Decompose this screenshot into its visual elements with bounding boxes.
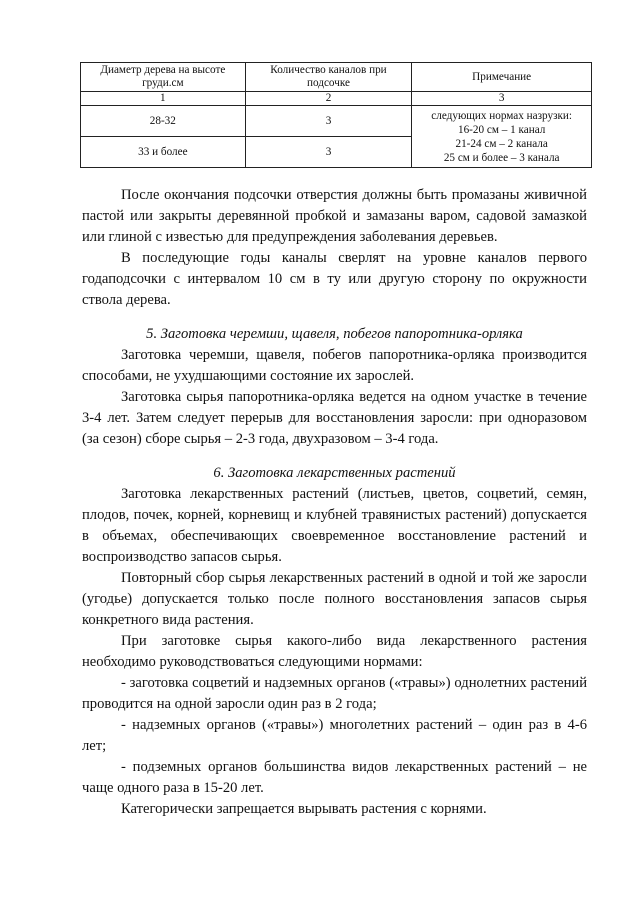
list-item: - подземных органов большинства видов лекарственных растений – не чаще одного раза в 15-20 лет. [82, 759, 587, 796]
norms-table [80, 62, 592, 168]
section-heading: 5. Заготовка черемши, щавеля, побегов папоротника-орляка [146, 326, 523, 342]
paragraph: Категорически запрещается вырывать растения с корнями. [121, 801, 487, 817]
list-item: - надземных органов («травы») многолетних растений – один раз в 4-6 лет; [82, 717, 587, 754]
table-number-row [81, 92, 592, 106]
document-body [82, 185, 587, 820]
channels-cell: 3 [245, 106, 412, 137]
header-diameter: Диаметр дерева на высоте груди.см [81, 63, 246, 92]
list-item: - заготовка соцветий и надземных органов («травы») однолетних растений проводится на одной заросли один раз в 2 года; [82, 675, 587, 712]
paragraph: Заготовка сырья папоротника-орляка ведется на одном участке в течение 3-4 лет. Затем следует перерыв для восстановления заросли: при одноразовом (за сезон) сборе сырья – 2-3 года, двухразовом – 3-4 года. [82, 389, 587, 447]
note-line: 25 см и более – 3 канала [443, 151, 560, 164]
note-line: следующих нормах назрузки: [431, 109, 573, 122]
channels-cell: 3 [245, 137, 412, 168]
paragraph: Заготовка черемши, щавеля, побегов папоротника-орляка производится способами, не ухудшающими состояние их зарослей. [82, 347, 587, 384]
paragraph: В последующие годы каналы сверлят на уровне каналов первого годаподсочки с интервалом 10 см в ту или другую сторону по окружности ствола дерева. [82, 250, 587, 308]
paragraph: При заготовке сырья какого-либо вида лекарственного растения необходимо руководствоваться следующими нормами: [82, 633, 587, 670]
header-note: Примечание [412, 63, 592, 92]
note-cell [412, 106, 592, 168]
diameter-cell: 28-32 [81, 106, 246, 137]
column-number: 2 [245, 92, 412, 106]
column-number: 1 [81, 92, 246, 106]
note-line: 16-20 см – 1 канал [457, 123, 546, 136]
table-header-row [81, 63, 592, 92]
diameter-cell: 33 и более [81, 137, 246, 168]
section-heading: 6. Заготовка лекарственных растений [213, 465, 456, 481]
column-number: 3 [412, 92, 592, 106]
paragraph: Повторный сбор сырья лекарственных растений в одной и той же заросли (угодье) допускается только после полного восстановления запасов сырья конкретного вида растения. [82, 570, 587, 628]
note-line: 21-24 см – 2 канала [455, 137, 548, 150]
paragraph: Заготовка лекарственных растений (листьев, цветов, соцветий, семян, плодов, почек, корней, корневищ и клубней травянистых растений) допускается в объемах, обеспечивающих своевременное восстановление растений и воспроизводство запасов сырья. [82, 486, 587, 565]
header-channels: Количество каналов при подсочке [245, 63, 412, 92]
table-row [81, 106, 592, 137]
paragraph: После окончания подсочки отверстия должны быть промазаны живичной пастой или закрыты деревянной пробкой и замазаны варом, садовой замазкой или глиной с известью для предупреждения заболевания деревьев. [82, 187, 587, 245]
